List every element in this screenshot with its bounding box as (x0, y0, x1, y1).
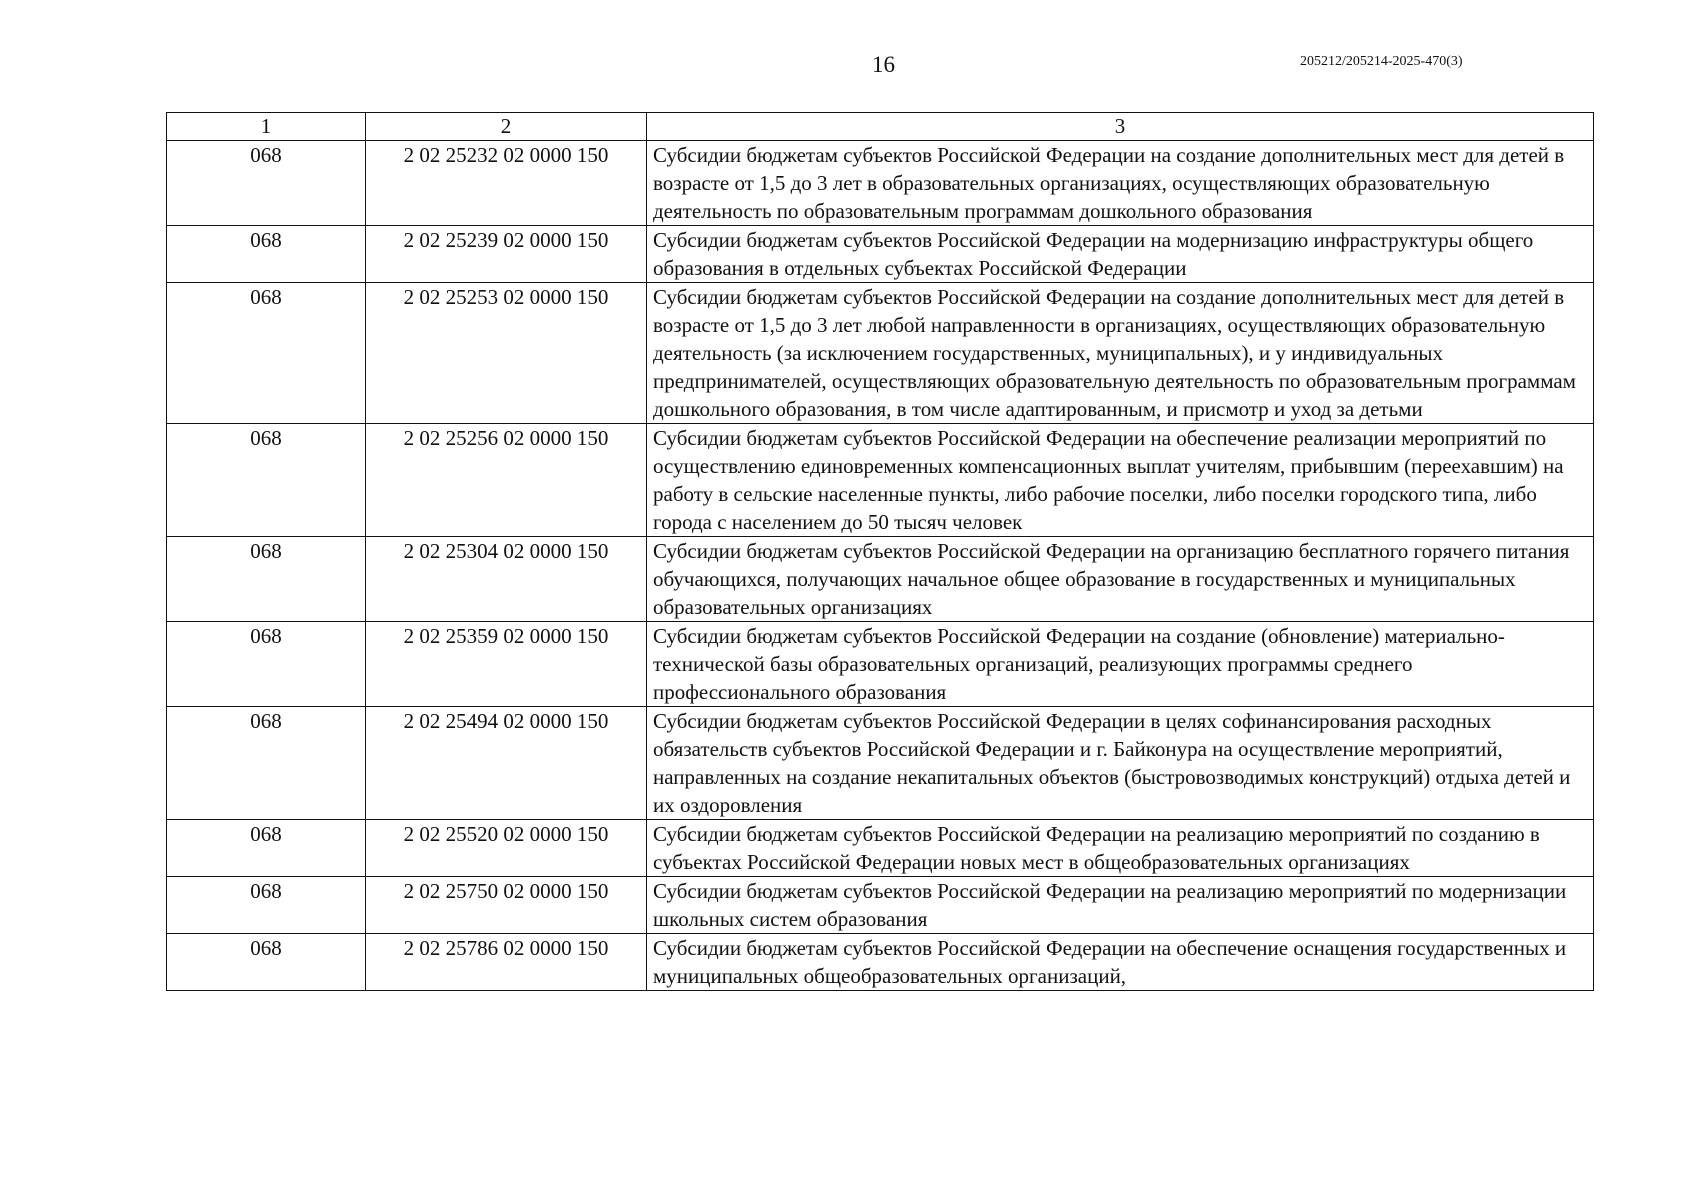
admin-code-cell: 068 (167, 820, 366, 877)
budget-code-cell: 2 02 25232 02 0000 150 (366, 141, 647, 226)
income-name-cell: Субсидии бюджетам субъектов Российской Федерации на создание дополнительных мест для детей в возрасте от 1,5 до 3 лет в образовательных организациях, осуществляющих образовательную деятельность по образовательным программам дошкольного образования (647, 141, 1594, 226)
admin-code-cell: 068 (167, 141, 366, 226)
income-name-cell: Субсидии бюджетам субъектов Российской Федерации на обеспечение оснащения государственных и муниципальных общеобразовательных организаций, (647, 934, 1594, 991)
admin-code-cell: 068 (167, 424, 366, 537)
table-row (167, 934, 1594, 991)
budget-code-cell: 2 02 25520 02 0000 150 (366, 820, 647, 877)
income-name-cell: Субсидии бюджетам субъектов Российской Федерации на создание дополнительных мест для детей в возрасте от 1,5 до 3 лет любой направленности в организациях, осуществляющих образовательную деятельность (за исключением государственных, муниципальных), и у индивидуальных предпринимателей, осуществляющих образовательную деятельность по образовательным программам дошкольного образования, в том числе адаптированным, и присмотр и уход за детьми (647, 283, 1594, 424)
income-name-cell: Субсидии бюджетам субъектов Российской Федерации на обеспечение реализации мероприятий по осуществлению единовременных компенсационных выплат учителям, прибывшим (переехавшим) на работу в сельские населенные пункты, либо рабочие поселки, либо поселки городского типа, либо города с населением до 50 тысяч человек (647, 424, 1594, 537)
income-name-cell: Субсидии бюджетам субъектов Российской Федерации на реализацию мероприятий по модернизации школьных систем образования (647, 877, 1594, 934)
admin-code-cell: 068 (167, 877, 366, 934)
admin-code-cell: 068 (167, 934, 366, 991)
budget-code-cell: 2 02 25750 02 0000 150 (366, 877, 647, 934)
table-header-row (167, 113, 1594, 141)
admin-code-cell: 068 (167, 537, 366, 622)
admin-code-cell: 068 (167, 622, 366, 707)
income-name-cell: Субсидии бюджетам субъектов Российской Федерации на модернизацию инфраструктуры общего образования в отдельных субъектах Российской Федерации (647, 226, 1594, 283)
admin-code-cell: 068 (167, 707, 366, 820)
budget-code-cell: 2 02 25786 02 0000 150 (366, 934, 647, 991)
budget-classification-table (166, 112, 1594, 991)
income-name-cell: Субсидии бюджетам субъектов Российской Федерации на реализацию мероприятий по созданию в субъектах Российской Федерации новых мест в общеобразовательных организациях (647, 820, 1594, 877)
table-row (167, 283, 1594, 424)
budget-code-cell: 2 02 25494 02 0000 150 (366, 707, 647, 820)
income-name-cell: Субсидии бюджетам субъектов Российской Федерации на организацию бесплатного горячего питания обучающихся, получающих начальное общее образование в государственных и муниципальных образовательных организациях (647, 537, 1594, 622)
table-row (167, 226, 1594, 283)
budget-code-cell: 2 02 25359 02 0000 150 (366, 622, 647, 707)
column-header-2: 2 (366, 113, 647, 141)
document-reference: 205212/205214-2025-470(3) (1300, 54, 1463, 69)
table-row (167, 707, 1594, 820)
income-name-cell: Субсидии бюджетам субъектов Российской Федерации на создание (обновление) материально-технической базы образовательных организаций, реализующих программы среднего профессионального образования (647, 622, 1594, 707)
page-number: 16 (872, 52, 895, 77)
budget-code-cell: 2 02 25253 02 0000 150 (366, 283, 647, 424)
table-row (167, 537, 1594, 622)
table-row (167, 622, 1594, 707)
table-row (167, 141, 1594, 226)
table-row (167, 424, 1594, 537)
admin-code-cell: 068 (167, 226, 366, 283)
table-row (167, 877, 1594, 934)
income-name-cell: Субсидии бюджетам субъектов Российской Федерации в целях софинансирования расходных обязательств субъектов Российской Федерации и г. Байконура на осуществление мероприятий, направленных на создание некапитальных объектов (быстровозводимых конструкций) отдыха детей и их оздоровления (647, 707, 1594, 820)
admin-code-cell: 068 (167, 283, 366, 424)
column-header-3: 3 (647, 113, 1594, 141)
table-row (167, 820, 1594, 877)
budget-code-cell: 2 02 25239 02 0000 150 (366, 226, 647, 283)
column-header-1: 1 (167, 113, 366, 141)
budget-code-cell: 2 02 25256 02 0000 150 (366, 424, 647, 537)
budget-code-cell: 2 02 25304 02 0000 150 (366, 537, 647, 622)
